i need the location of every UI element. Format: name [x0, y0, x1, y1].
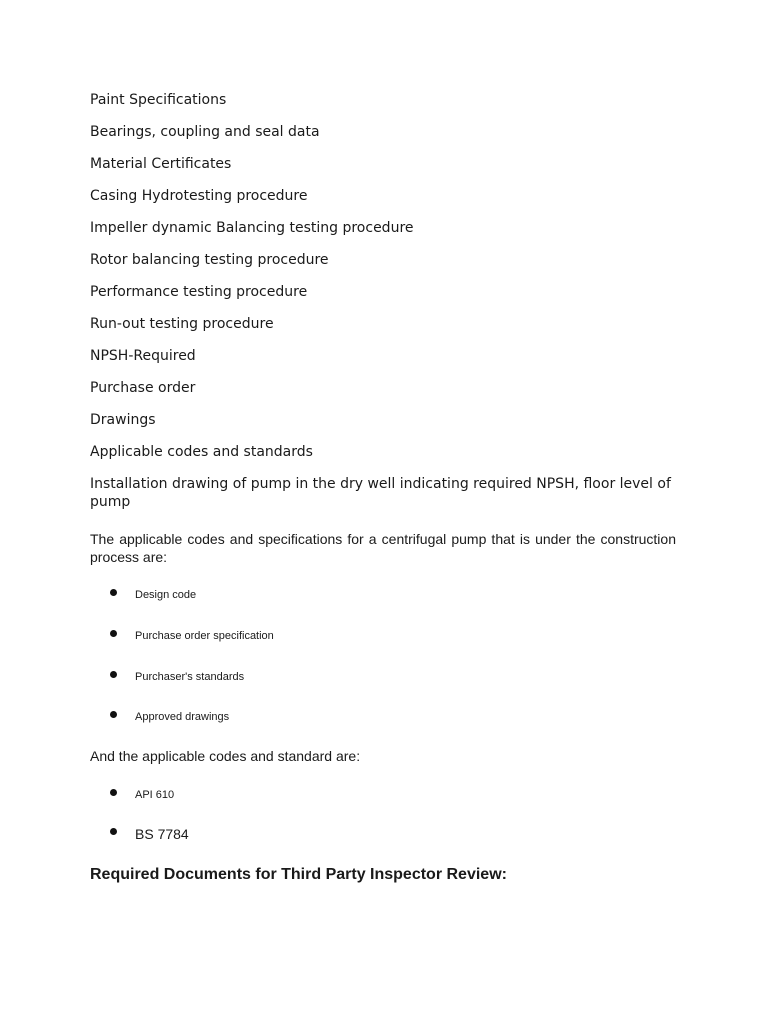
- list-item: Performance testing procedure: [90, 284, 308, 300]
- bullet-text: BS 7784: [135, 826, 189, 842]
- bullet-icon: [110, 789, 117, 796]
- list-item: Run-out testing procedure: [90, 316, 274, 332]
- bullet-item: [110, 629, 274, 643]
- bullet-icon: [110, 630, 117, 637]
- bullet-item: [110, 788, 174, 802]
- list-item: Casing Hydrotesting procedure: [90, 188, 308, 204]
- installation-drawing-item: Installation drawing of pump in the dry well indicating required NPSH, floor level of pump: [90, 476, 671, 510]
- list-item: Material Certificates: [90, 156, 232, 172]
- list-item: Bearings, coupling and seal data: [90, 124, 320, 140]
- list-item: Impeller dynamic Balancing testing procedure: [90, 220, 414, 236]
- list-item: Rotor balancing testing procedure: [90, 252, 329, 268]
- list-item: NPSH-Required: [90, 348, 196, 364]
- bullet-text: Purchaser's standards: [135, 671, 245, 683]
- list-item: Paint Specifications: [90, 92, 227, 108]
- bullet-text: Approved drawings: [135, 711, 230, 723]
- bullet-item: [110, 670, 244, 684]
- list-item: Drawings: [90, 412, 156, 428]
- list-item: Applicable codes and standards: [90, 444, 313, 460]
- standards-intro-paragraph: And the applicable codes and standard are:: [90, 748, 361, 764]
- bullet-item: [110, 588, 196, 602]
- codes-intro-paragraph: The applicable codes and specifications for a centrifugal pump that is under the construction process are:: [90, 531, 676, 565]
- bullet-item: [110, 710, 229, 724]
- bullet-icon: [110, 711, 117, 718]
- bullet-item: [110, 825, 189, 843]
- bullet-icon: [110, 828, 117, 835]
- bullet-text: API 610: [135, 789, 175, 801]
- bullet-icon: [110, 589, 117, 596]
- bullet-text: Design code: [135, 589, 197, 601]
- bullet-text: Purchase order specification: [135, 630, 274, 642]
- bullet-icon: [110, 671, 117, 678]
- section-heading: Required Documents for Third Party Inspector Review:: [90, 866, 507, 883]
- list-item: Purchase order: [90, 380, 196, 396]
